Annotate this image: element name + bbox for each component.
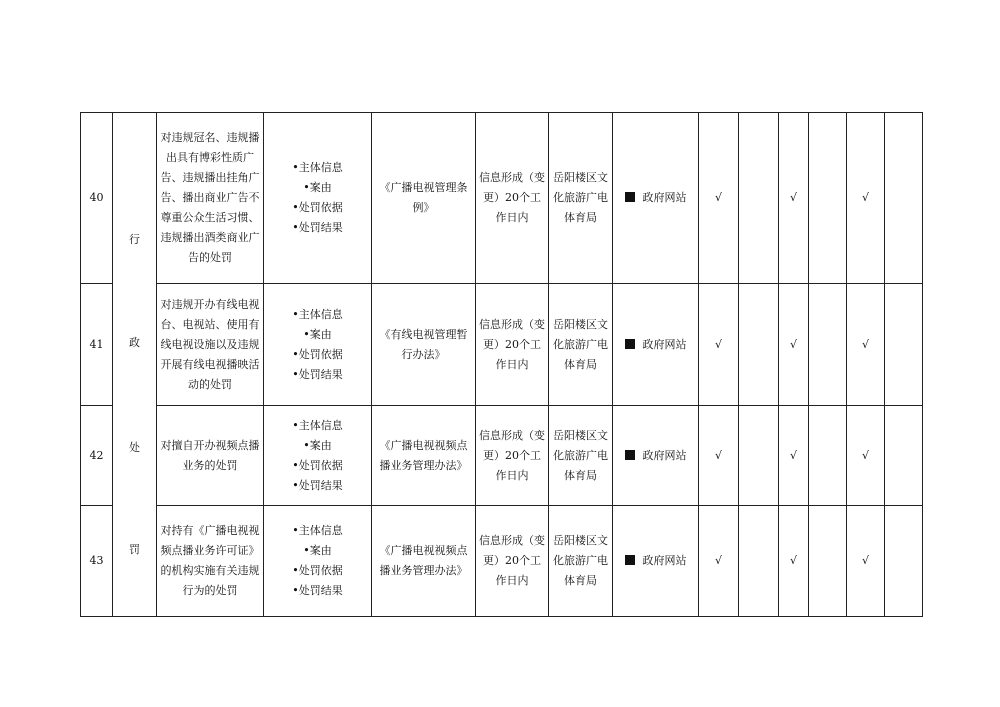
disclosure-content-line: •案由 — [303, 544, 332, 557]
disclosure-channel — [613, 113, 699, 284]
disclosure-department: 岳阳楼区文化旅游广电体育局 — [549, 506, 613, 617]
filled-square-icon — [625, 192, 635, 202]
empty-cell — [739, 406, 779, 506]
disclosure-content-line: •处罚结果 — [292, 367, 343, 381]
disclosure-content-line: •主体信息 — [292, 307, 343, 321]
disclosure-time: 信息形成（变更）20个工作日内 — [476, 284, 549, 406]
checked-cell: √ — [699, 406, 739, 506]
disclosure-basis: 《广播电视视频点播业务管理办法》 — [372, 406, 476, 506]
empty-cell — [885, 284, 923, 406]
item-name: 对违规冠名、违规播出具有博彩性质广告、违规播出挂角广告、播出商业广告不尊重公众生活习惯、违规播出酒类商业广告的处罚 — [157, 113, 264, 284]
checked-cell: √ — [699, 284, 739, 406]
disclosure-content-line: •案由 — [303, 327, 332, 341]
channel-label: 政府网站 — [642, 337, 687, 351]
table-row — [81, 113, 923, 284]
checked-cell: √ — [847, 506, 885, 617]
row-number: 43 — [81, 506, 113, 617]
table-row — [81, 406, 923, 506]
empty-cell — [809, 406, 847, 506]
disclosure-content-line: •处罚依据 — [292, 564, 343, 577]
disclosure-channel — [613, 284, 699, 406]
disclosure-time: 信息形成（变更）20个工作日内 — [476, 406, 549, 506]
disclosure-content-line: •处罚依据 — [292, 458, 343, 472]
item-name: 对持有《广播电视视频点播业务许可证》的机构实施有关违规行为的处罚 — [157, 506, 264, 617]
item-name: 对擅自开办视频点播业务的处罚 — [157, 406, 264, 506]
table-body — [81, 113, 923, 617]
checked-cell: √ — [699, 506, 739, 617]
channel-label: 政府网站 — [642, 191, 687, 204]
disclosure-content — [264, 284, 372, 406]
disclosure-content-line: •主体信息 — [292, 161, 343, 174]
disclosure-basis: 《有线电视管理暂行办法》 — [372, 284, 476, 406]
disclosure-content-line: •主体信息 — [292, 524, 343, 537]
table-row — [81, 284, 923, 406]
table-row — [81, 506, 923, 617]
checked-cell: √ — [699, 113, 739, 284]
checked-cell: √ — [847, 113, 885, 284]
disclosure-content-line: •处罚依据 — [292, 347, 343, 361]
checked-cell: √ — [847, 406, 885, 506]
disclosure-content-line: •案由 — [303, 438, 332, 452]
disclosure-channel — [613, 406, 699, 506]
empty-cell — [739, 284, 779, 406]
empty-cell — [885, 506, 923, 617]
disclosure-time: 信息形成（变更）20个工作日内 — [476, 506, 549, 617]
disclosure-content — [264, 506, 372, 617]
disclosure-content-line: •处罚结果 — [292, 584, 343, 597]
empty-cell — [739, 506, 779, 617]
disclosure-content — [264, 406, 372, 506]
category-char: 行 — [129, 233, 140, 246]
item-name: 对违规开办有线电视台、电视站、使用有线电视设施以及违规开展有线电视播映活动的处罚 — [157, 284, 264, 406]
checked-cell: √ — [779, 284, 809, 406]
filled-square-icon — [625, 450, 635, 460]
channel-label: 政府网站 — [642, 448, 687, 462]
empty-cell — [885, 113, 923, 284]
channel-label: 政府网站 — [642, 554, 687, 567]
checked-cell: √ — [779, 506, 809, 617]
checked-cell: √ — [779, 113, 809, 284]
disclosure-basis: 《广播电视管理条例》 — [372, 113, 476, 284]
disclosure-content-line: •案由 — [303, 181, 332, 194]
disclosure-content — [264, 113, 372, 284]
category-char: 处 — [129, 441, 140, 454]
checked-cell: √ — [779, 406, 809, 506]
filled-square-icon — [625, 555, 635, 565]
empty-cell — [809, 284, 847, 406]
disclosure-content-line: •处罚依据 — [292, 201, 343, 214]
filled-square-icon — [625, 339, 635, 349]
disclosure-content-line: •处罚结果 — [292, 478, 343, 492]
category-cell — [113, 113, 157, 617]
category-char: 政 — [129, 336, 140, 349]
row-number: 42 — [81, 406, 113, 506]
empty-cell — [809, 113, 847, 284]
row-number: 40 — [81, 113, 113, 284]
row-number: 41 — [81, 284, 113, 406]
empty-cell — [809, 506, 847, 617]
disclosure-time: 信息形成（变更）20个工作日内 — [476, 113, 549, 284]
empty-cell — [885, 406, 923, 506]
disclosure-content-line: •主体信息 — [292, 418, 343, 432]
disclosure-department: 岳阳楼区文化旅游广电体育局 — [549, 406, 613, 506]
disclosure-content-line: •处罚结果 — [292, 221, 343, 234]
checked-cell: √ — [847, 284, 885, 406]
disclosure-basis: 《广播电视视频点播业务管理办法》 — [372, 506, 476, 617]
disclosure-table — [80, 112, 923, 617]
disclosure-department: 岳阳楼区文化旅游广电体育局 — [549, 113, 613, 284]
empty-cell — [739, 113, 779, 284]
category-char: 罚 — [129, 543, 140, 556]
disclosure-channel — [613, 506, 699, 617]
disclosure-department: 岳阳楼区文化旅游广电体育局 — [549, 284, 613, 406]
